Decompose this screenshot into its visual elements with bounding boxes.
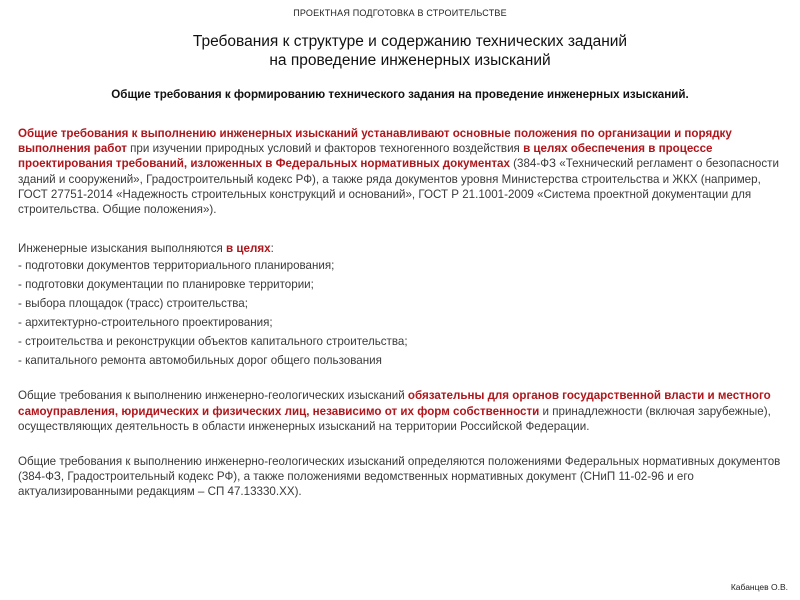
list-item: - строительства и реконструкции объектов капитального строительства; [18,335,408,349]
body-text: и принадлежности (включая зарубежные), осуществляющих деятельность в области инженерных изысканий на территории Российской Федерации. [18,404,771,433]
page-title-line-2: на проведение инженерных изысканий [269,52,551,69]
body-text: Инженерные изыскания выполняются [18,242,227,256]
highlight-text: Общие требования к выполнению инженерных изысканий устанавливают основные положения по организации и порядку выполнения работ [18,127,732,156]
page-title-line-1: Требования к структуре и содержанию технических заданий [192,33,628,50]
paragraph-general-requirements [18,126,786,217]
purposes-list [18,256,786,370]
highlight-text: в целях [226,242,271,256]
paragraph-normative-documents: Общие требования к выполнению инженерно-геологических изысканий определяются положениями Федеральных нормативных документов (384-ФЗ, Градостроительный кодекс РФ), а также положениями ведомственных нормативных документ (СНиП 11-02-96 и его актуализированными редакциям – СП 47.13330.ХХ). [18,455,781,499]
body-text: при изучении природных условий и факторов техногенного воздействия [126,142,524,156]
page-title [100,32,720,70]
section-header: ПРОЕКТНАЯ ПОДГОТОВКА В СТРОИТЕЛЬСТВЕ [293,8,507,18]
author-name: Кабанцев О.В. [730,582,788,592]
paragraph-purposes-intro [18,241,786,256]
list-item: - капитального ремонта автомобильных дорог общего пользования [18,354,382,368]
main-content [18,126,786,500]
list-item: - подготовки документации по планировке территории; [18,278,314,292]
body-text: Общие требования к выполнению инженерно-геологических изысканий [18,389,408,403]
list-item: - архитектурно-строительного проектирования; [18,316,273,330]
body-text: (384-ФЗ «Технический регламент о безопасности зданий и сооружений», Градостроительный кодекс РФ), а также ряда документов уровня Министерства строительства и ЖКХ (например, ГОСТ 27751-2014 «Надежность строительных конструкций и оснований», ГОСТ Р 21.1001-2009 «Система проектной документации для строительства. Общие положения»). [18,157,779,217]
list-item: - выбора площадок (трасс) строительства; [18,297,248,311]
list-item: - подготовки документов территориального планирования; [18,259,335,273]
paragraph-mandatory-requirements [18,388,786,434]
body-text: : [270,242,274,256]
highlight-text: в целях обеспечения в процессе проектирования требований, изложенных в Федеральных нормативных документах [18,142,713,171]
highlight-text: обязательны для органов государственной власти и местного самоуправления, юридических и физических лиц, независимо от их форм собственности [18,389,771,418]
page-subtitle: Общие требования к формированию технического задания на проведение инженерных изысканий. [111,88,689,101]
